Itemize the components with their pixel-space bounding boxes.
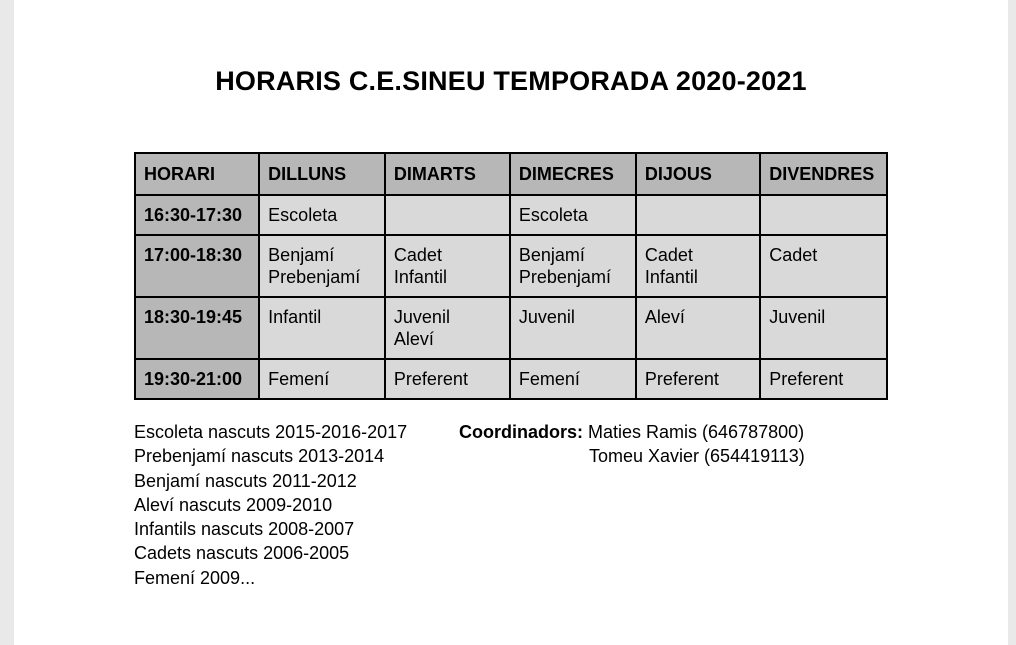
cell-line: Cadet	[644, 245, 693, 265]
legend-item: Femení 2009...	[134, 567, 256, 588]
cell-line: Aleví	[644, 307, 685, 327]
cell-line: Juvenil	[769, 307, 826, 327]
table-cell	[259, 297, 385, 359]
cell-line: Benjamí	[518, 245, 585, 265]
table-cell	[760, 235, 887, 297]
schedule-table	[134, 152, 888, 400]
header-cell: HORARI	[135, 153, 259, 195]
cell-line: Infantil	[393, 267, 447, 287]
table-row	[135, 195, 887, 235]
cell-line: Femení	[268, 369, 330, 389]
header-cell: DIJOUS	[636, 153, 760, 195]
cell-line: Infantil	[268, 307, 322, 327]
coordinator-name: Maties Ramis (646787800)	[588, 422, 805, 442]
table-cell	[259, 195, 385, 235]
legend-item: Prebenjamí nascuts 2013-2014	[134, 446, 385, 467]
legend-item: Escoleta nascuts 2015-2016-2017	[134, 422, 408, 442]
hour-cell: 18:30-19:45	[135, 297, 259, 359]
coordinators-block	[459, 420, 805, 469]
cell-line: Infantil	[644, 267, 698, 287]
coordinator-line	[459, 444, 805, 468]
cell-line: Aleví	[393, 329, 434, 349]
table-cell	[385, 359, 510, 399]
cell-line: Preferent	[644, 369, 719, 389]
table-cell	[760, 297, 887, 359]
cell-line: Preferent	[393, 369, 468, 389]
legend-item: Benjamí nascuts 2011-2012	[134, 470, 357, 491]
age-legend	[134, 420, 407, 590]
table-cell	[385, 297, 510, 359]
cell-line: Cadet	[393, 245, 442, 265]
header-cell: DIMECRES	[510, 153, 636, 195]
table-cell	[259, 235, 385, 297]
coordinator-line	[459, 420, 805, 444]
table-cell	[510, 195, 636, 235]
table-cell	[259, 359, 385, 399]
legend-item: Cadets nascuts 2006-2005	[134, 543, 350, 564]
coordinator-name: Tomeu Xavier (654419113)	[589, 446, 805, 467]
table-row	[135, 235, 887, 297]
table-cell	[760, 359, 887, 399]
hour-cell: 16:30-17:30	[135, 195, 259, 235]
header-cell: DIVENDRES	[760, 153, 887, 195]
table-cell	[636, 235, 760, 297]
table-cell	[636, 359, 760, 399]
cell-line: Escoleta	[518, 205, 588, 225]
header-cell: DIMARTS	[385, 153, 510, 195]
table-cell	[510, 297, 636, 359]
table-cell	[385, 235, 510, 297]
table-cell	[760, 195, 887, 235]
hour-cell: 17:00-18:30	[135, 235, 259, 297]
cell-line: Prebenjamí	[518, 267, 611, 287]
table-cell	[510, 359, 636, 399]
table-cell	[510, 235, 636, 297]
page-title: HORARIS C.E.SINEU TEMPORADA 2020-2021	[215, 66, 807, 96]
table-row	[135, 359, 887, 399]
cell-line: Juvenil	[393, 307, 450, 327]
coordinators-label: Coordinadors:	[459, 422, 583, 442]
cell-line: Femení	[518, 369, 580, 389]
cell-line: Juvenil	[518, 307, 575, 327]
table-header-row	[135, 153, 887, 195]
cell-line: Benjamí	[268, 245, 335, 265]
table-row	[135, 297, 887, 359]
document-page	[14, 0, 1008, 645]
cell-line: Preferent	[769, 369, 844, 389]
cell-line: Cadet	[769, 245, 818, 265]
hour-cell: 19:30-21:00	[135, 359, 259, 399]
header-cell: DILLUNS	[259, 153, 385, 195]
table-cell	[636, 195, 760, 235]
table-cell	[636, 297, 760, 359]
legend-item: Aleví nascuts 2009-2010	[134, 494, 333, 515]
legend-item: Infantils nascuts 2008-2007	[134, 519, 355, 540]
table-cell	[385, 195, 510, 235]
cell-line: Prebenjamí	[268, 267, 361, 287]
cell-line: Escoleta	[268, 205, 338, 225]
